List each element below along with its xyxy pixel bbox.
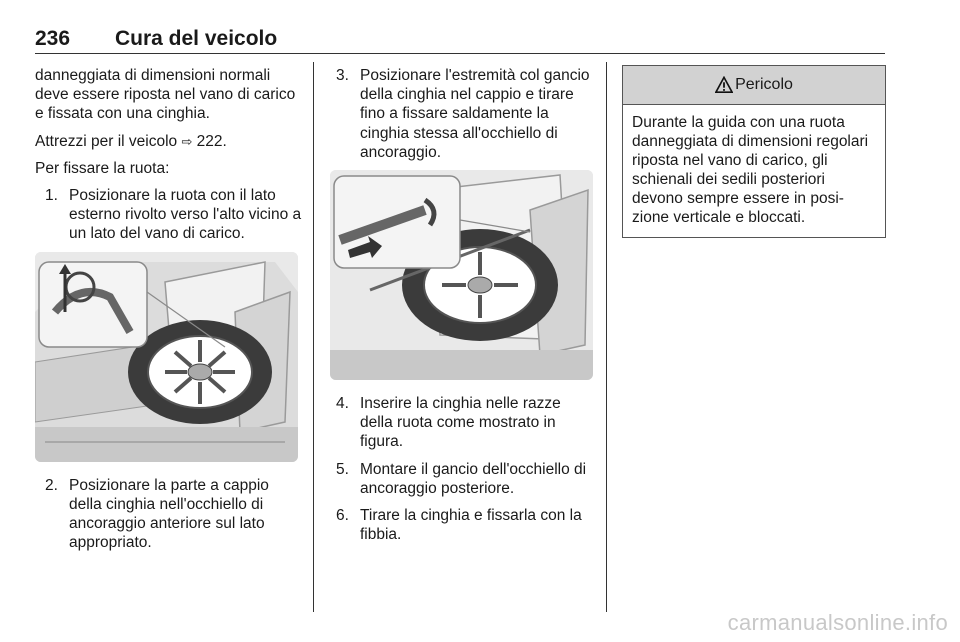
step-2 [45,476,303,553]
step-number: 6. [336,507,349,525]
illustration-spare-wheel-loop [35,252,298,462]
warning-header [623,66,885,105]
page-reference-arrow-icon: ⇨ [181,133,193,149]
warning-triangle-icon [715,76,733,94]
instructions-lead: Per fissare la ruota: [35,159,170,177]
step-number: 3. [336,67,349,84]
column-3 [622,66,886,238]
step-number: 1. [45,187,58,205]
column-divider [313,62,314,612]
step-text: Inserire la cinghia nelle razze della ruota come mostrato in figura. [360,395,561,451]
tools-text: Attrezzi per il veicolo [35,132,178,150]
warning-title: Pericolo [735,76,793,94]
page-number: 236 [35,27,71,50]
illustration-strap-hook [330,170,593,380]
step-1 [45,186,303,244]
column-2 [330,66,594,552]
step-3 [336,66,594,162]
step-number: 5. [336,460,349,478]
step-text: Posizionare la ruota con il lato esterno rivolto verso l'alto vicino a un lato del vano di carico. [69,187,302,243]
step-text: Posizionare l'estremità col gancio della cinghia nel cappio e tirare fino a fissare saldamente la cinghia stessa all'occhiello di ancoraggio. [360,67,590,161]
intro-paragraph: danneggiata di dimensioni normali deve essere riposta nel vano di carico e fissata con una cinghia. [35,67,296,123]
step-text: Montare il gancio dell'occhiello di ancoraggio posteriore. [360,460,587,497]
tools-page-link[interactable]: 222. [196,132,227,150]
step-4 [336,394,594,452]
watermark: carmanualsonline.info [727,610,948,635]
step-number: 2. [45,476,58,494]
column-divider [606,62,607,612]
tools-reference [35,132,303,151]
column-1 [35,66,303,560]
step-number: 4. [336,395,349,413]
chapter-title: Cura del veicolo [115,27,278,50]
step-5 [336,460,594,498]
step-6 [336,506,594,544]
page-header [35,27,885,54]
step-text: Posizionare la parte a cappio della cinghia nell'occhiello di ancoraggio anteriore sul lato appropriato. [69,476,269,552]
step-text: Tirare la cinghia e fissarla con la fibbia. [360,507,582,544]
warning-body: Durante la guida con una ruota danneggiata di dimensioni regolari riposta nel vano di carico, gli schienali dei sedili posteriori devono sempre essere in posi- zione verticale e bloccati. [632,114,869,226]
warning-box [622,65,886,238]
